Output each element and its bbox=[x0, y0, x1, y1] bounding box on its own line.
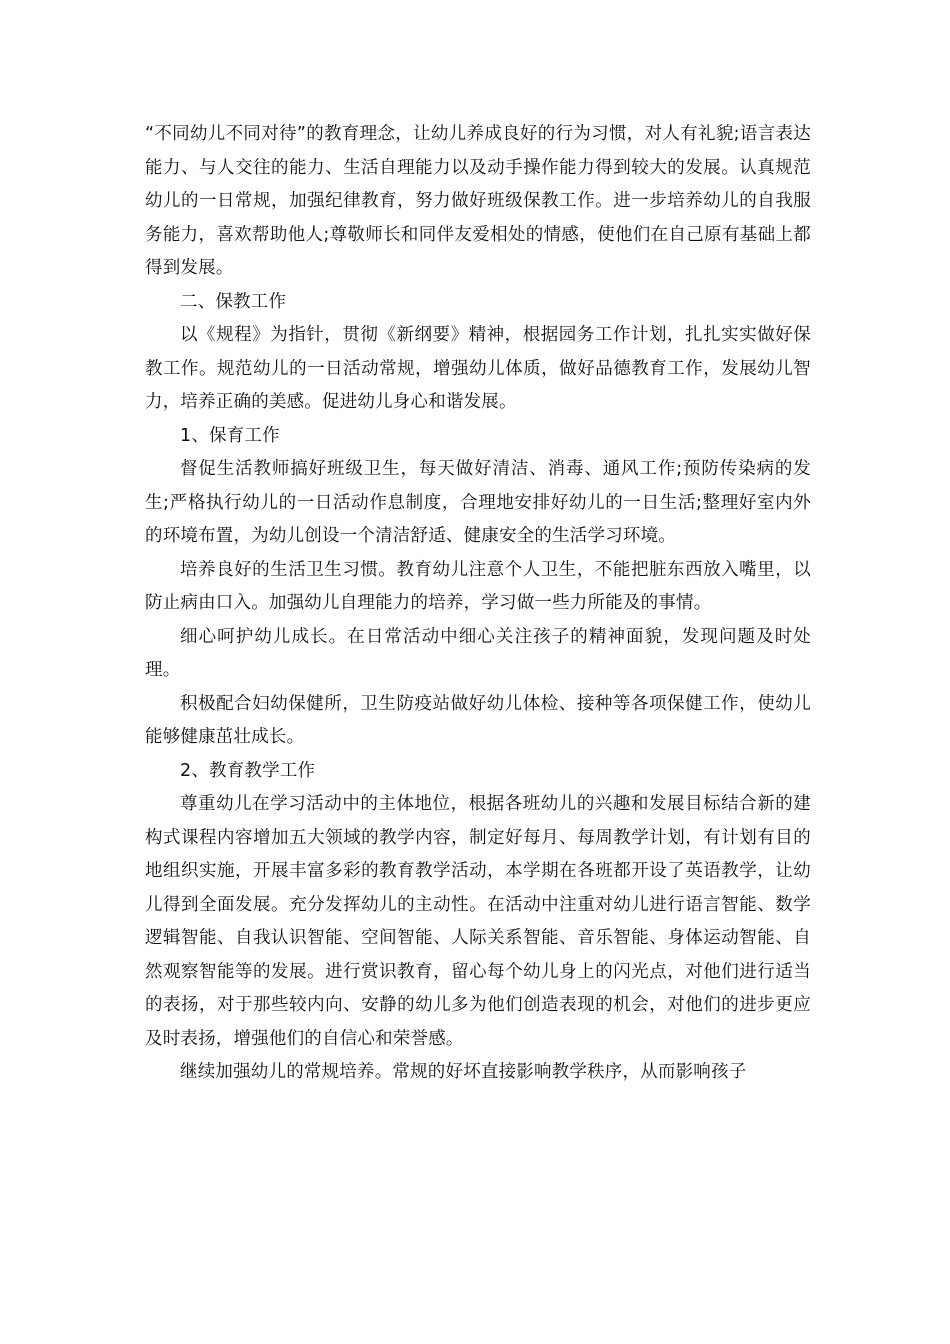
paragraph-hygiene-habits: 培养良好的生活卫生习惯。教育幼儿注意个人卫生，不能把脏东西放入嘴里，以防止病由口入。加强幼儿自理能力的培养，学习做一些力所能及的事情。 bbox=[145, 559, 811, 613]
paragraph-teaching-activities: 尊重幼儿在学习活动中的主体地位，根据各班幼儿的兴趣和发展目标结合新的建构式课程内容增加五大领域的教学内容，制定好每月、每周教学计划，有计划有目的地组织实施，开展丰富多彩的教育教学活动，本学期在各班都开设了英语教学，让幼儿得到全面发展。充分发挥幼儿的主动性。在活动中注重对幼儿进行语言智能、数学逻辑智能、自我认识智能、空间智能、人际关系智能、音乐智能、身体运动智能、自然观察智能等的发展。进行赏识教育，留心每个幼儿身上的闪光点，对他们进行适当的表扬，对于那些较内向、安静的幼儿多为他们创造表现的机会，对他们的进步更应及时表扬，增强他们的自信心和荣誉感。 bbox=[145, 794, 811, 1049]
paragraph-care-education-overview: 以《规程》为指针，贯彻《新纲要》精神，根据园务工作计划，扎扎实实做好保教工作。规范幼儿的一日活动常规，增强幼儿体质，做好品德教育工作，发展幼儿智力，培养正确的美感。促进幼儿身心和谐发展。 bbox=[145, 325, 811, 412]
subsection-heading-nursing: 1、保育工作 bbox=[180, 425, 280, 446]
section-heading-care-education: 二、保教工作 bbox=[180, 291, 287, 312]
paragraph-routine-training: 继续加强幼儿的常规培养。常规的好坏直接影响教学秩序，从而影响孩子 bbox=[180, 1062, 747, 1082]
subsection-heading-teaching: 2、教育教学工作 bbox=[180, 760, 316, 781]
paragraph-health-cooperation: 积极配合妇幼保健所，卫生防疫站做好幼儿体检、接种等各项保健工作，使幼儿能够健康茁壮成长。 bbox=[145, 693, 811, 747]
document-page bbox=[145, 118, 811, 1090]
paragraph-intro-continued: “不同幼儿不同对待”的教育理念，让幼儿养成良好的行为习惯，对人有礼貌;语言表达能力、与人交往的能力、生活自理能力以及动手操作能力得到较大的发展。认真规范幼儿的一日常规，加强纪律教育，努力做好班级保教工作。进一步培养幼儿的自我服务能力，喜欢帮助他人;尊敬师长和同伴友爱相处的情感，使他们在自己原有基础上都得到发展。 bbox=[145, 124, 811, 278]
paragraph-hygiene-supervision: 督促生活教师搞好班级卫生，每天做好清洁、消毒、通风工作;预防传染病的发生;严格执行幼儿的一日活动作息制度，合理地安排好幼儿的一日生活;整理好室内外的环境布置，为幼儿创设一个清洁舒适、健康安全的生活学习环境。 bbox=[145, 459, 811, 546]
paragraph-care-growth: 细心呵护幼儿成长。在日常活动中细心关注孩子的精神面貌，发现问题及时处理。 bbox=[145, 626, 811, 680]
